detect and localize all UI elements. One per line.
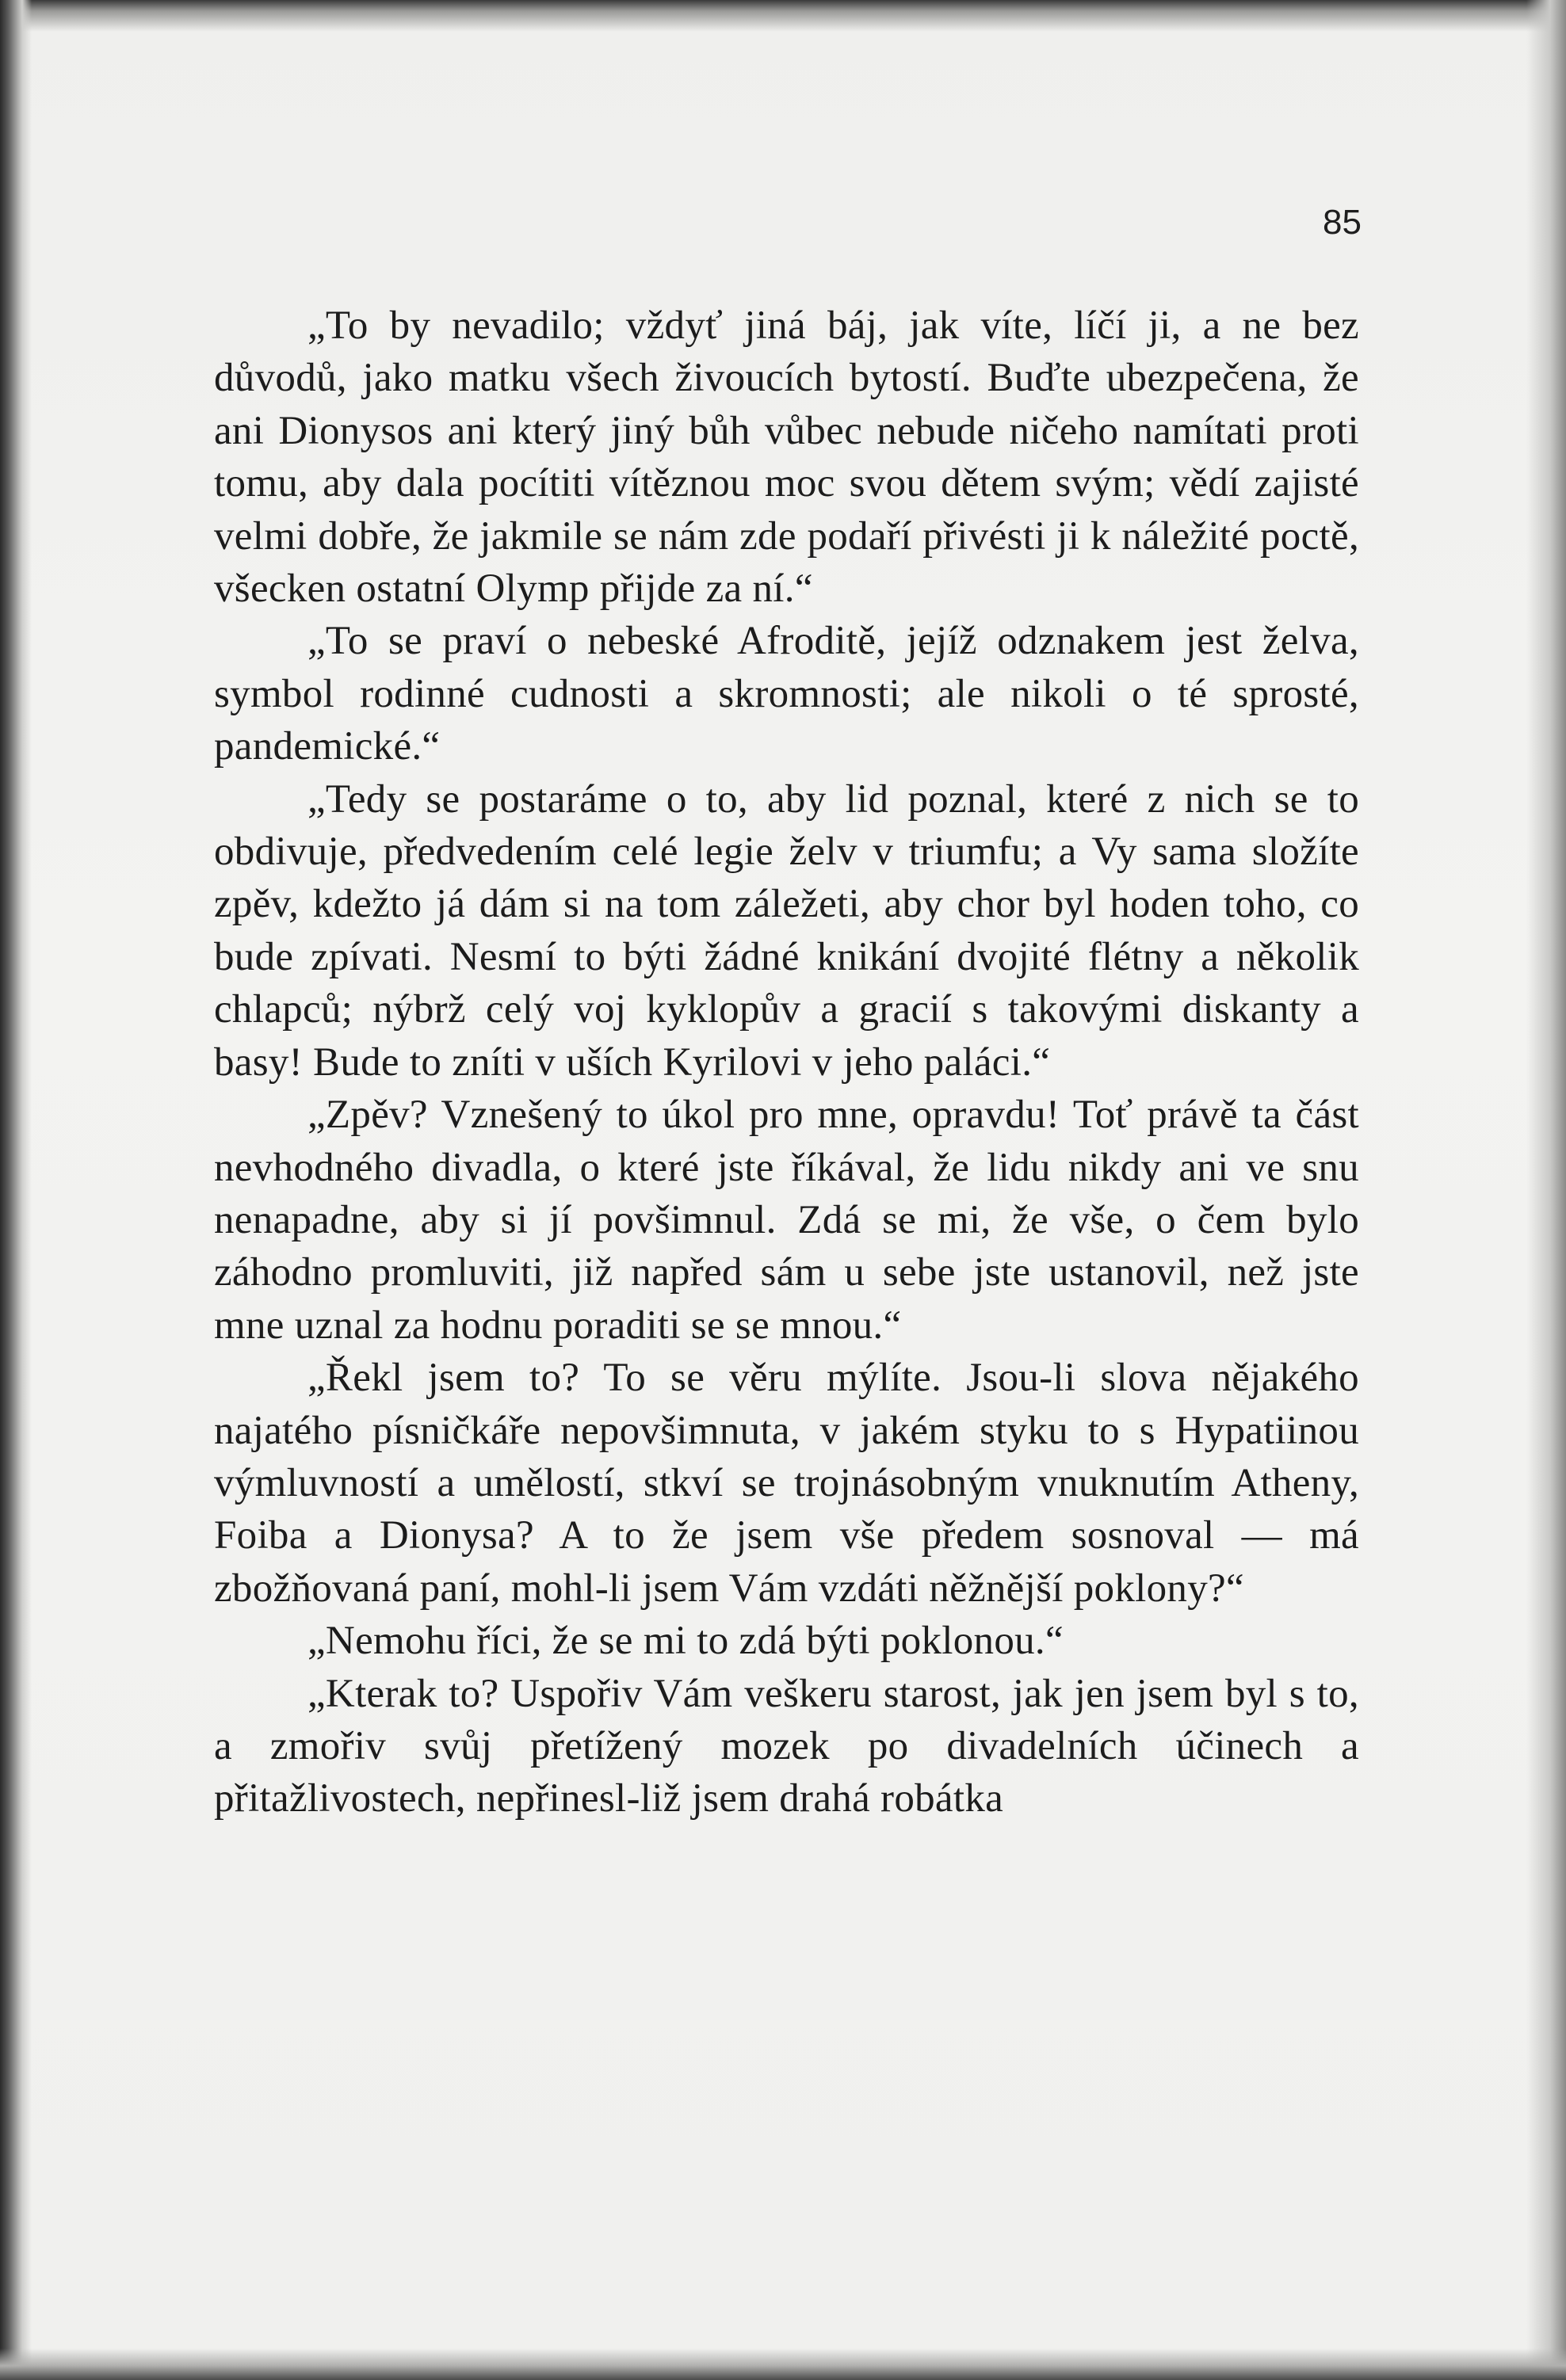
scan-edge-top: [0, 0, 1566, 32]
paragraph: „Zpěv? Vznešený to úkol pro mne, opravdu! Toť právě ta část nevhodného divadla, o které jste říkával, že lidu nikdy ani ve snu nenapadne, aby si jí povšimnul. Zdá se mi, že vše, o čem bylo záhodno promluviti, již napřed sám u sebe jste ustanovil, než jste mne uznal za hodnu poraditi se se mnou.“: [214, 1093, 1359, 1348]
scan-edge-right: [1526, 0, 1566, 2380]
paragraph: „Tedy se postaráme o to, aby lid poznal, které z nich se to obdivuje, předvedením celé legie želv v triumfu; a Vy sama složíte zpěv, kdežto já dám si na tom záležeti, aby chor byl hoden toho, co bude zpívati. Nesmí to býti žádné knikání dvojité flétny a několik chlapců; nýbrž celý voj kyklopův a gracií s takovými diskanty a basy! Bude to zníti v uších Kyrilovi v jeho paláci.“: [214, 776, 1359, 1085]
paragraph: „Kterak to? Uspořiv Vám veškeru starost, jak jen jsem byl s to, a zmořiv svůj přetížený mozek po divadelních účinech a přitažlivostech, nepřinesl-liž jsem drahá robátka: [214, 1671, 1359, 1821]
paragraph: „Řekl jsem to? To se věru mýlíte. Jsou-li slova nějakého najatého písničkáře nepovšimnuta, v jakém styku to s Hypatiinou výmluvností a umělostí, stkví se trojnásobným vnuknutím Atheny, Foiba a Dionysa? A to že jsem vše předem sosnoval — má zbožňovaná paní, mohl-li jsem Vám vzdáti něžnější poklony?“: [214, 1356, 1359, 1611]
paragraph: „To by nevadilo; vždyť jiná báj, jak víte, líčí ji, a ne bez důvodů, jako matku všech živoucích bytostí. Buďte ubezpečena, že ani Dionysos ani který jiný bůh vůbec nebude ničeho namítati proti tomu, aby dala pocítiti vítěznou moc svou dětem svým; vědí zajisté velmi dobře, že jakmile se nám zde podaří přivésti ji k náležité poctě, všecken ostatní Olymp přijde za ní.“: [214, 303, 1359, 612]
paragraph: „Nemohu říci, že se mi to zdá býti poklonou.“: [307, 1619, 1064, 1664]
scan-edge-bottom: [0, 2348, 1566, 2380]
page-number: 85: [1323, 203, 1362, 242]
body-text: [214, 299, 1359, 1825]
scan-edge-left: [0, 0, 32, 2380]
paragraph: „To se praví o nebeské Afroditě, jejíž odznakem jest želva, symbol rodinné cudnosti a skromnosti; ale nikoli o té sprosté, pandemické.“: [214, 619, 1359, 769]
